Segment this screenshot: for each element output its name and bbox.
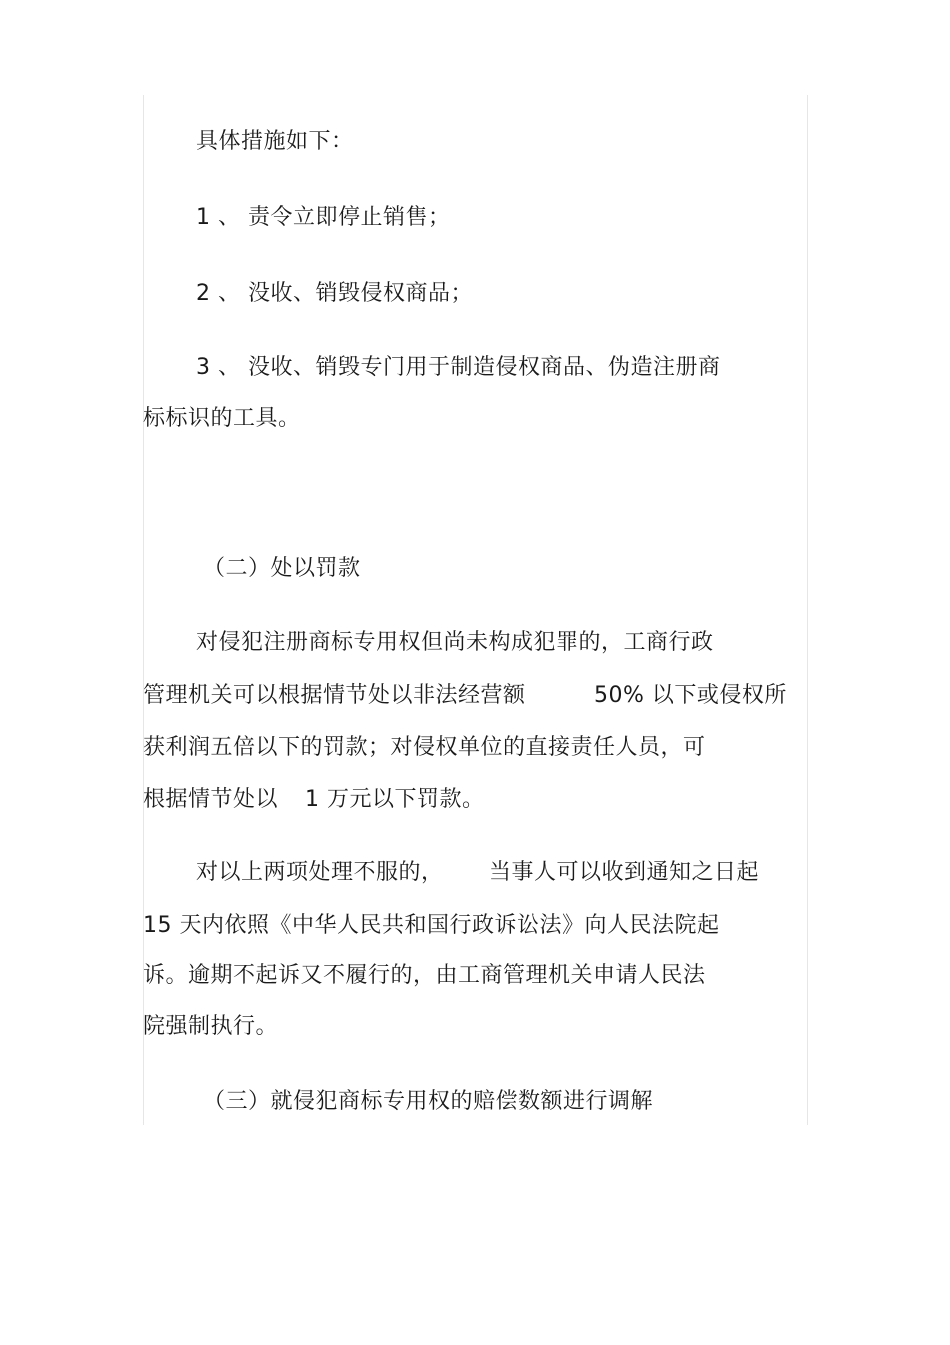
appeal-para-line-1b: 当事人可以收到通知之日起 bbox=[489, 860, 760, 885]
measure-item-3-line-2: 标标识的工具。 bbox=[143, 406, 301, 431]
fines-para-line-2a: 管理机关可以根据情节处以非法经营额 bbox=[143, 683, 526, 708]
fines-para-line-3: 获利润五倍以下的罚款；对侵权单位的直接责任人员，可 bbox=[143, 735, 706, 760]
fines-para-line-4b: 1 万元以下罚款。 bbox=[305, 787, 485, 812]
appeal-para-line-4: 院强制执行。 bbox=[143, 1014, 279, 1039]
fines-para-line-1: 对侵犯注册商标专用权但尚未构成犯罪的，工商行政 bbox=[196, 630, 714, 655]
appeal-para-line-3: 诉。逾期不起诉又不履行的，由工商管理机关申请人民法 bbox=[143, 963, 706, 988]
measure-item-2: 2 、 没收、销毁侵权商品； bbox=[196, 281, 473, 306]
appeal-para-line-1a: 对以上两项处理不服的， bbox=[196, 860, 444, 885]
measure-item-1: 1 、 责令立即停止销售； bbox=[196, 205, 451, 230]
measures-intro: 具体措施如下： bbox=[196, 129, 354, 154]
measure-item-3-line-1: 3 、 没收、销毁专门用于制造侵权商品、伪造注册商 bbox=[196, 355, 721, 380]
section-heading-mediation: （三）就侵犯商标专用权的赔偿数额进行调解 bbox=[203, 1089, 654, 1114]
fines-para-line-2b: 50% 以下或侵权所 bbox=[594, 683, 787, 708]
appeal-para-line-2: 15 天内依照《中华人民共和国行政诉讼法》向人民法院起 bbox=[143, 913, 720, 938]
section-heading-fines: （二）处以罚款 bbox=[203, 556, 361, 581]
fines-para-line-4a: 根据情节处以 bbox=[143, 787, 279, 812]
